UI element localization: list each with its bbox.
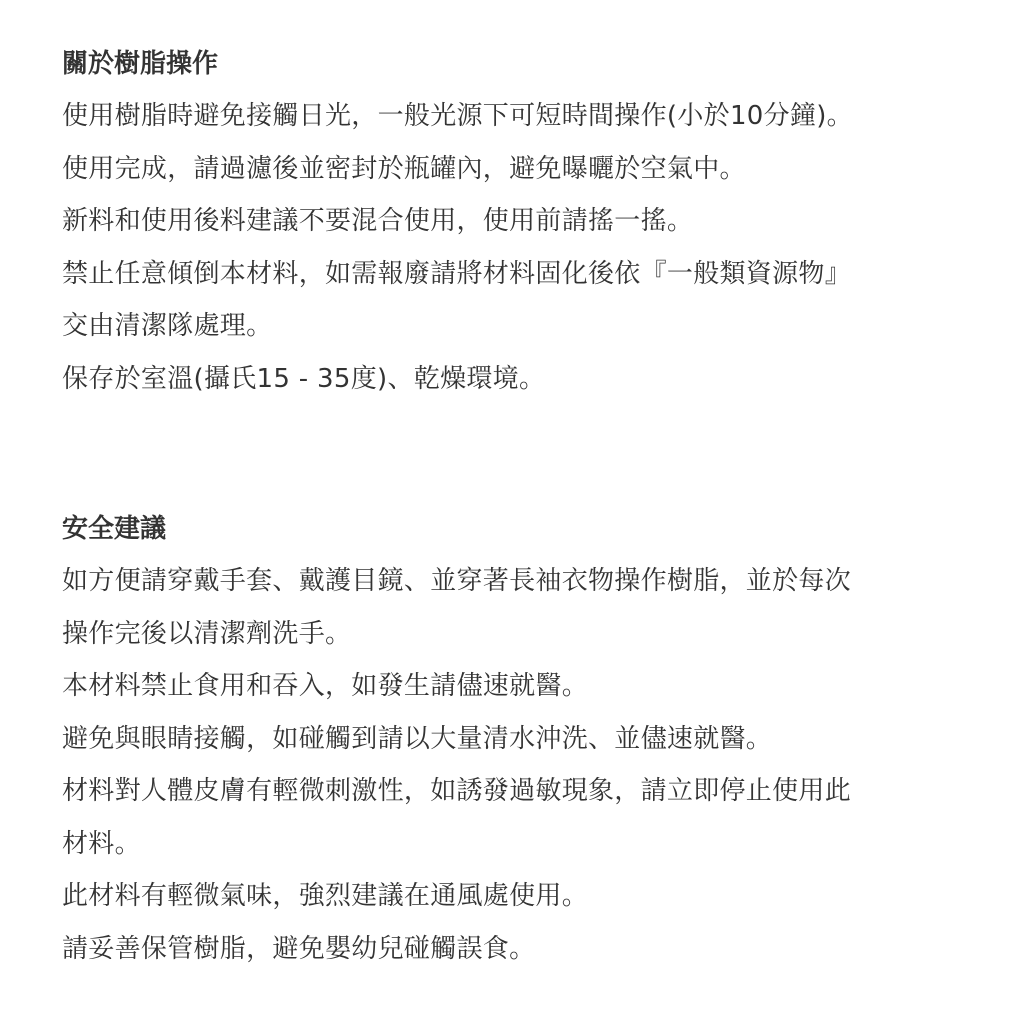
paragraph-line: 如方便請穿戴手套、戴護目鏡、並穿著長袖衣物操作樹脂，並於每次 — [62, 566, 852, 596]
paragraph-line: 使用完成，請過濾後並密封於瓶罐內，避免曝曬於空氣中。 — [62, 153, 746, 184]
paragraph-line: 此材料有輕微氣味，強烈建議在通風處使用。 — [62, 881, 589, 911]
paragraph-line: 材料。 — [62, 828, 141, 859]
paragraph-line: 避免與眼睛接觸，如碰觸到請以大量清水沖洗、並儘速就醫。 — [62, 723, 773, 754]
section-title: 安全建議 — [62, 514, 167, 544]
paragraph-line: 保存於室溫(攝氏15 - 35度)、乾燥環境。 — [62, 363, 546, 394]
safety-advice-section — [62, 503, 962, 975]
paragraph-line: 請妥善保管樹脂，避免嬰幼兒碰觸誤食。 — [62, 933, 536, 964]
paragraph-line: 使用樹脂時避免接觸日光，一般光源下可短時間操作(小於10分鐘)。 — [62, 101, 853, 131]
section-spacer — [62, 405, 962, 503]
paragraph-line: 交由清潔隊處理。 — [62, 311, 273, 341]
document-page — [62, 38, 962, 975]
paragraph-line: 本材料禁止食用和吞入，如發生請儘速就醫。 — [62, 671, 589, 701]
section-title: 關於樹脂操作 — [62, 49, 219, 79]
paragraph-line: 禁止任意傾倒本材料，如需報廢請將材料固化後依『一般類資源物』 — [62, 258, 852, 289]
paragraph-line: 新料和使用後料建議不要混合使用，使用前請搖一搖。 — [62, 206, 694, 236]
paragraph-line: 操作完後以清潔劑洗手。 — [62, 618, 352, 649]
paragraph-line: 材料對人體皮膚有輕微刺激性，如誘發過敏現象，請立即停止使用此 — [62, 776, 852, 806]
resin-operation-section — [62, 38, 962, 405]
